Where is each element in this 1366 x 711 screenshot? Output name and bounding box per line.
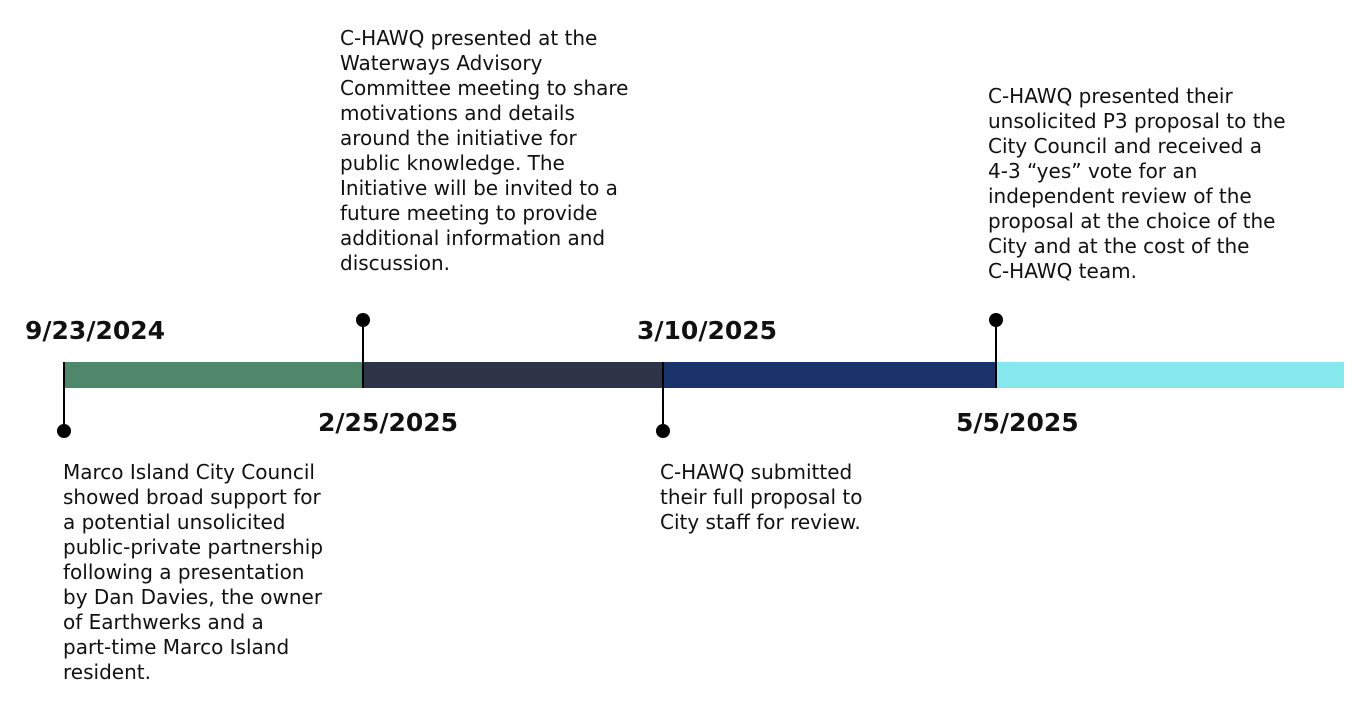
event-4-description: C-HAWQ presented their unsolicited P3 proposal to the City Council and received a 4-3 “yes” vote for an independent review of the proposal at the choice of the City and at the cost of the C-HAWQ team. xyxy=(988,84,1286,283)
event-3-marker xyxy=(656,424,670,438)
event-1-stem xyxy=(63,362,65,430)
timeline-segment-2 xyxy=(363,362,663,388)
timeline-bar xyxy=(64,362,1344,388)
event-3-stem xyxy=(662,362,664,430)
timeline-segment-1 xyxy=(64,362,363,388)
event-1-description: Marco Island City Council showed broad support for a potential unsolicited public-private partnership following a presentation by Dan Davies, the owner of Earthwerks and a part-time Marco Island resident. xyxy=(63,460,324,684)
event-3-date: 3/10/2025 xyxy=(637,316,778,345)
event-2-date: 2/25/2025 xyxy=(318,408,459,437)
event-2-stem xyxy=(362,320,364,388)
event-1-date: 9/23/2024 xyxy=(25,316,166,345)
timeline-segment-4 xyxy=(997,362,1344,388)
event-3-description: C-HAWQ submitted their full proposal to City staff for review. xyxy=(660,460,863,534)
event-1-marker xyxy=(57,424,71,438)
event-2-description: C-HAWQ presented at the Waterways Advisory Committee meeting to share motivations and details around the initiative for public knowledge. The Initiative will be invited to a future meeting to provide additional information and discussion. xyxy=(340,26,629,275)
event-4-date: 5/5/2025 xyxy=(956,408,1079,437)
event-4-stem xyxy=(995,320,997,388)
timeline-segment-3 xyxy=(663,362,997,388)
